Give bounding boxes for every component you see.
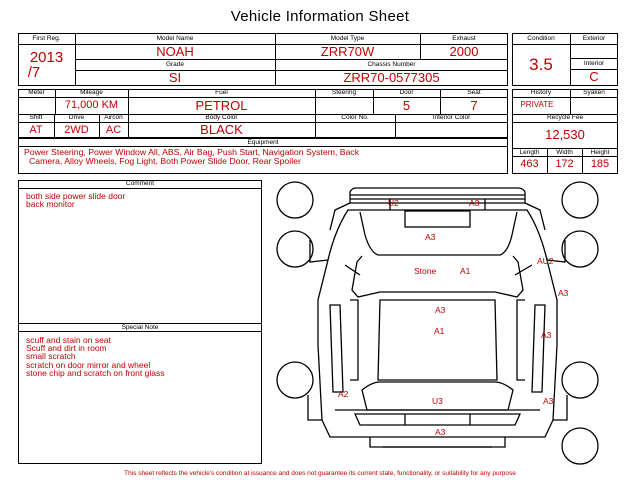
grade-value: SI xyxy=(168,70,182,85)
meter-label: Meter xyxy=(28,89,45,96)
damage-mark-a1-roof: A1 xyxy=(434,326,445,336)
damage-mark-a3-roof: A3 xyxy=(435,305,446,315)
shift-value: AT xyxy=(29,124,43,136)
model-type-value: ZRR70W xyxy=(320,44,375,59)
aircon-label: Aircon xyxy=(104,114,123,121)
equipment-line-2: Camera, Alloy Wheels, Fog Light, Both Power Slide Door, Rear Spoiler xyxy=(29,156,301,166)
recycle-fee-label: Recycle Fee xyxy=(546,114,584,121)
comment-label: Comment xyxy=(125,180,155,187)
special-note-line: scratch on door mirror and wheel xyxy=(26,359,151,370)
drive-label: Drive xyxy=(68,114,85,121)
special-note-line: Scuff and dirt in room xyxy=(26,343,107,354)
exhaust-value: 2000 xyxy=(449,44,479,59)
damage-mark-a3-right-rear: A3 xyxy=(541,330,552,340)
spare-wheel-icon xyxy=(562,428,598,464)
special-note-line: stone chip and scratch on front glass xyxy=(26,367,165,378)
mileage-label: Mileage xyxy=(80,89,103,96)
damage-mark-a1-glass: A1 xyxy=(460,266,471,276)
damage-mark-au2: AU2 xyxy=(537,256,554,266)
door-value: 5 xyxy=(402,98,411,113)
equipment-line-1: Power Steering, Power Window All, ABS, Air Bag, Push Start, Navigation System, Back xyxy=(24,147,360,157)
first-reg-label: First Reg. xyxy=(32,35,61,42)
wheel-front-right-icon xyxy=(562,182,598,218)
special-note-line: scuff and stain on seat xyxy=(26,335,111,345)
fuel-label: Fuel xyxy=(215,89,228,96)
chassis-number-label: Chassis Number xyxy=(367,61,416,68)
wheel-front-right-side-icon xyxy=(562,231,598,267)
sheet-title: Vehicle Information Sheet xyxy=(230,8,410,25)
exterior-label: Exterior xyxy=(582,35,606,42)
length-value: 463 xyxy=(520,158,539,170)
interior-label: Interior xyxy=(583,60,605,67)
body-color-label: Body Color xyxy=(205,114,238,121)
syaken-label: Syaken xyxy=(583,89,605,96)
damage-mark-a3-front: A3 xyxy=(469,198,480,208)
history-label: History xyxy=(530,89,552,96)
aircon-value: AC xyxy=(105,124,122,136)
interior-value: C xyxy=(589,69,599,84)
exhaust-label: Exhaust xyxy=(452,35,476,42)
condition-value: 3.5 xyxy=(529,55,553,74)
damage-mark-a3-rear-right: A3 xyxy=(543,396,554,406)
fuel-value: PETROL xyxy=(195,98,248,113)
model-type-label: Model Type xyxy=(330,35,365,42)
drive-value: 2WD xyxy=(64,124,89,136)
door-label: Door xyxy=(399,89,414,96)
equipment-label: Equipment xyxy=(247,139,279,146)
length-label: Length xyxy=(519,149,540,156)
condition-label: Condition xyxy=(527,35,555,42)
wheel-rear-left-icon xyxy=(277,362,313,398)
steering-label: Steering xyxy=(331,89,357,96)
color-no-label: Color No. xyxy=(341,114,369,121)
body-color-value: BLACK xyxy=(200,122,243,137)
wheel-front-left-icon xyxy=(277,182,313,218)
seat-value: 7 xyxy=(470,98,478,113)
damage-mark-stone: Stone xyxy=(414,266,437,276)
seat-label: Seat xyxy=(467,89,481,96)
history-value: PRIVATE xyxy=(520,100,554,109)
special-note-label: Special Note xyxy=(121,324,159,331)
width-label: Width xyxy=(556,149,573,156)
comment-line: both side power slide door xyxy=(26,191,126,201)
damage-mark-a3-hood: A3 xyxy=(425,232,436,242)
special-note-line: small scratch xyxy=(26,351,76,362)
damage-mark-a3-rear: A3 xyxy=(435,427,446,437)
model-name-label: Model Name xyxy=(156,35,194,42)
grade-label: Grade xyxy=(165,61,185,68)
height-value: 185 xyxy=(590,158,610,170)
shift-label: Shift xyxy=(29,114,43,121)
comment-line: back monitor xyxy=(26,199,75,210)
first-reg-year: 2013 xyxy=(29,49,64,66)
wheel-front-left-side-icon xyxy=(277,231,313,267)
width-value: 172 xyxy=(555,158,574,170)
recycle-fee-value: 12,530 xyxy=(545,127,585,142)
damage-mark-u2: U2 xyxy=(388,198,399,208)
damage-mark-a3-right: A3 xyxy=(558,288,569,298)
first-reg-month: /7 xyxy=(27,64,41,81)
chassis-number-value: ZRR70-0577305 xyxy=(343,70,440,85)
interior-color-label: Interior Color xyxy=(432,114,471,121)
model-name-value: NOAH xyxy=(156,44,194,59)
wheel-rear-right-icon xyxy=(562,362,598,398)
damage-mark-u3: U3 xyxy=(432,396,443,406)
damage-mark-a2: A2 xyxy=(338,389,349,399)
height-label: Height xyxy=(590,149,610,156)
mileage-value: 71,000 KM xyxy=(64,99,119,111)
disclaimer-footer: This sheet reflects the vehicle's condition at issuance and does not guarantee its current state, functionality, or suitability for any purpose xyxy=(124,470,516,477)
